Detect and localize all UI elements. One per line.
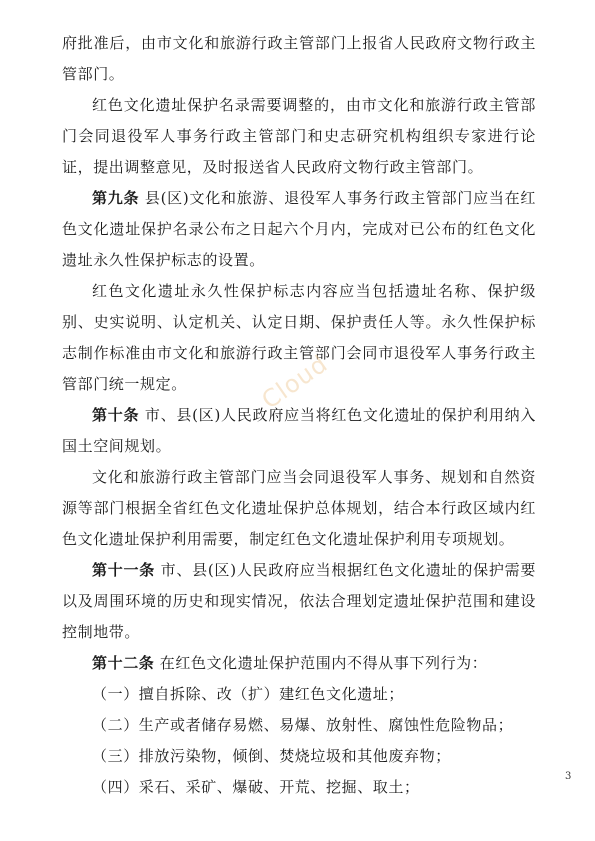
- list-item: （一）擅自拆除、改（扩）建红色文化遗址；: [92, 685, 405, 703]
- paragraph-continuation: 府批准后，由市文化和旅游行政主管部门上报省人民政府文物行政主管部门。: [62, 34, 536, 83]
- article-10: [62, 400, 536, 462]
- article-11-title: 第十一条: [92, 561, 156, 579]
- paragraph-list-adjustment: 红色文化遗址保护名录需要调整的，由市文化和旅游行政主管部门会同退役军人事务行政主管部门和史志研究机构组织专家进行论证，提出调整意见，及时报送省人民政府文物行政主管部门。: [62, 96, 536, 176]
- article-9: [62, 183, 536, 276]
- cloud-watermark: Cloud: [256, 349, 333, 415]
- paragraph-special-plan: 文化和旅游行政主管部门应当会同退役军人事务、规划和自然资源等部门根据全省红色文化遗址保护总体规划，结合本行政区域内红色文化遗址保护利用需要，制定红色文化遗址保护利用专项规划。: [62, 468, 536, 548]
- document-page: [62, 28, 536, 803]
- article-12-text: 在红色文化遗址保护范围内不得从事下列行为：: [159, 654, 488, 672]
- list-item: （二）生产或者储存易燃、易爆、放射性、腐蚀性危险物品；: [92, 716, 514, 734]
- article-12: [62, 648, 536, 679]
- article-12-title: 第十二条: [92, 654, 155, 672]
- paragraph-marker-content: 红色文化遗址永久性保护标志内容应当包括遗址名称、保护级别、史实说明、认定机关、认定日期、保护责任人等。永久性保护标志制作标准由市文化和旅游行政主管部门会同市退役军人事务行政主管部门统一规定。: [62, 282, 536, 393]
- article-9-title: 第九条: [92, 189, 140, 207]
- article-11: [62, 555, 536, 648]
- article-11-text: 市、县(区)人民政府应当根据红色文化遗址的保护需要以及周围环境的历史和现实情况，依法合理划定遗址保护范围和建设控制地带。: [62, 561, 536, 641]
- article-10-text: 市、县(区)人民政府应当将红色文化遗址的保护利用纳入国土空间规划。: [62, 406, 536, 455]
- article-10-title: 第十条: [92, 406, 140, 424]
- page-number: 3: [565, 771, 572, 782]
- list-item: （四）采石、采矿、爆破、开荒、挖掘、取土；: [92, 778, 420, 796]
- article-9-text: 县(区)文化和旅游、退役军人事务行政主管部门应当在红色文化遗址保护名录公布之日起六个月内，完成对已公布的红色文化遗址永久性保护标志的设置。: [62, 189, 536, 269]
- list-item: （三）排放污染物，倾倒、焚烧垃圾和其他废弃物；: [92, 747, 451, 765]
